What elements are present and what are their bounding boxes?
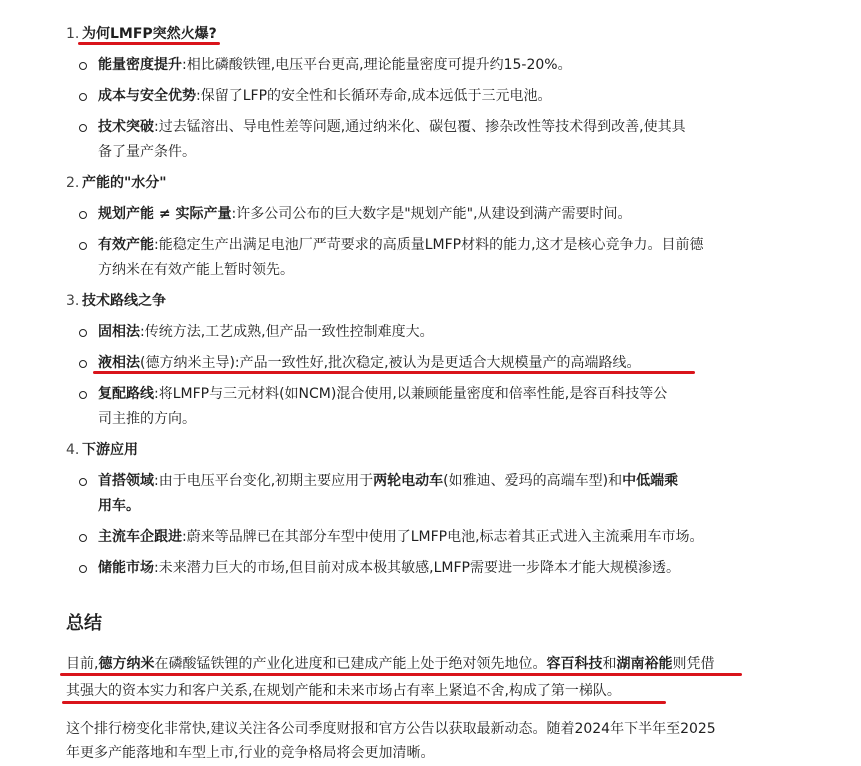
bullet-icon	[79, 565, 87, 573]
list-item: 能量密度提升:相比磷酸铁锂,电压平台更高,理论能量密度可提升约15-20%。	[98, 57, 572, 73]
bullet-icon	[79, 62, 87, 70]
list-item: 储能市场:未来潜力巨大的市场,但目前对成本极其敏感,LMFP需要进一步降本才能大规模渗透。	[98, 560, 680, 576]
list-item: 主流车企跟进:蔚来等品牌已在其部分车型中使用了LMFP电池,标志着其正式进入主流乘用车市场。	[98, 529, 704, 545]
list-item: 固相法:传统方法,工艺成熟,但产品一致性控制难度大。	[98, 324, 434, 340]
list-item-continuation: 方纳米在有效产能上暂时领先。	[98, 262, 294, 278]
bullet-icon	[79, 391, 87, 399]
red-underline-annotation	[62, 701, 666, 704]
list-item: 有效产能:能稳定生产出满足电池厂严苛要求的高质量LMFP材料的能力,这才是核心竞争力。目前德	[98, 237, 704, 253]
section-heading: 技术路线之争	[82, 293, 166, 309]
bullet-icon	[79, 478, 87, 486]
summary-paragraph-line: 其强大的资本实力和客户关系,在规划产能和未来市场占有率上紧追不舍,构成了第一梯队。	[66, 683, 621, 699]
list-item: 技术突破:过去锰溶出、导电性差等问题,通过纳米化、碳包覆、掺杂改性等技术得到改善,使其具	[98, 119, 686, 135]
list-item: 液相法(德方纳米主导):产品一致性好,批次稳定,被认为是更适合大规模量产的高端路线。	[98, 355, 641, 371]
summary-paragraph-line: 目前,德方纳米在磷酸锰铁锂的产业化进度和已建成产能上处于绝对领先地位。容百科技和湖南裕能则凭借	[66, 656, 715, 672]
bullet-icon	[79, 360, 87, 368]
bullet-icon	[79, 211, 87, 219]
list-item: 复配路线:将LMFP与三元材料(如NCM)混合使用,以兼顾能量密度和倍率性能,是容百科技等公	[98, 386, 668, 402]
list-item: 首搭领域:由于电压平台变化,初期主要应用于两轮电动车(如雅迪、爱玛的高端车型)和中低端乘	[98, 473, 679, 489]
list-item-continuation: 备了量产条件。	[98, 144, 196, 160]
red-underline-annotation	[93, 371, 695, 374]
red-underline-annotation	[78, 42, 220, 45]
section-number: 3.	[66, 293, 80, 309]
bullet-icon	[79, 242, 87, 250]
closing-paragraph-line: 年更多产能落地和车型上市,行业的竞争格局将会更加清晰。	[66, 745, 435, 761]
bullet-icon	[79, 93, 87, 101]
list-item-continuation: 司主推的方向。	[98, 411, 196, 427]
closing-paragraph-line: 这个排行榜变化非常快,建议关注各公司季度财报和官方公告以获取最新动态。随着2024年下半年至2025	[66, 721, 716, 737]
section-heading: 下游应用	[82, 442, 138, 458]
section-number: 4.	[66, 442, 80, 458]
list-item: 规划产能 ≠ 实际产量:许多公司公布的巨大数字是"规划产能",从建设到满产需要时间。	[98, 206, 632, 222]
bullet-icon	[79, 329, 87, 337]
list-item-continuation: 用车。	[98, 498, 140, 514]
section-number: 2.	[66, 175, 80, 191]
section-heading: 产能的"水分"	[82, 175, 167, 191]
red-underline-annotation	[60, 673, 742, 676]
list-item: 成本与安全优势:保留了LFP的安全性和长循环寿命,成本远低于三元电池。	[98, 88, 552, 104]
bullet-icon	[79, 124, 87, 132]
summary-heading: 总结	[66, 613, 102, 634]
bullet-icon	[79, 534, 87, 542]
section-heading: 为何LMFP突然火爆?	[82, 26, 217, 42]
section-number: 1.	[66, 26, 80, 42]
